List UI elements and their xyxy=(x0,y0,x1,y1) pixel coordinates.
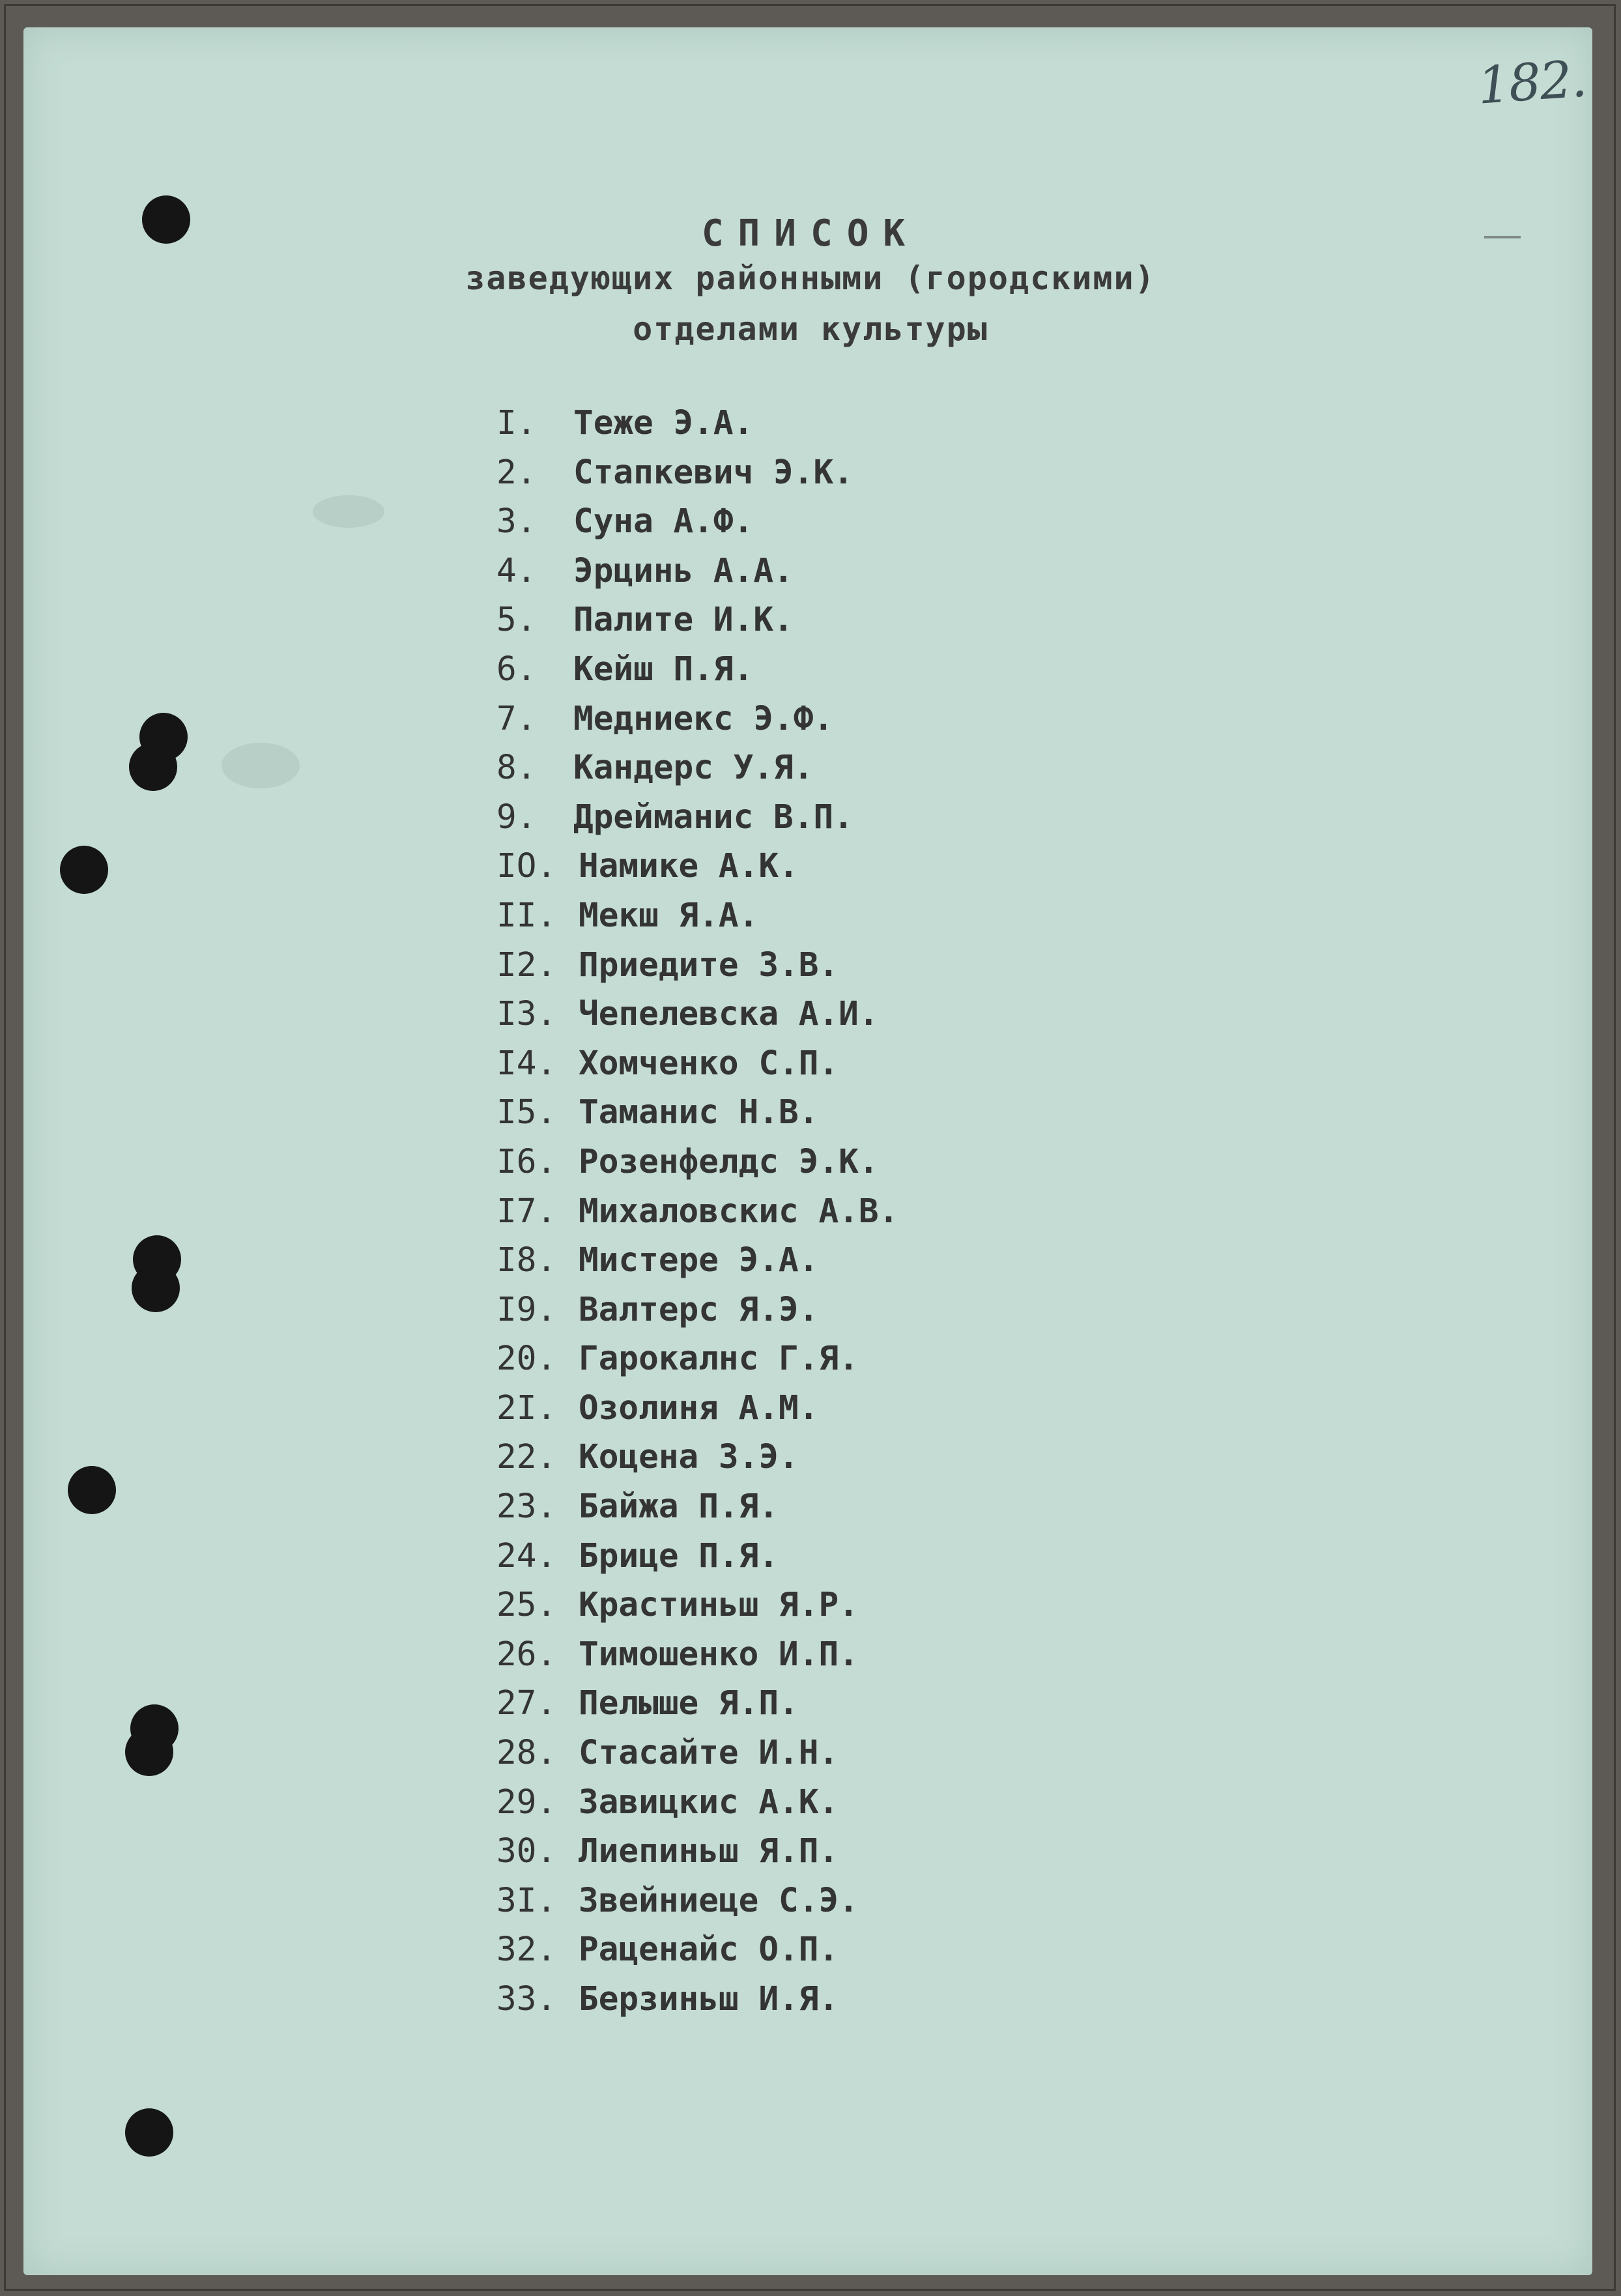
list-item xyxy=(496,1532,898,1581)
list-item xyxy=(496,596,898,645)
entry-name: Раценайс О.П. xyxy=(579,1930,839,1970)
entry-name: Завицкис А.К. xyxy=(579,1783,839,1822)
entry-name: Мистере Э.А. xyxy=(579,1241,819,1280)
entry-number: 4. xyxy=(496,551,537,590)
entry-number: 23. xyxy=(496,1487,557,1527)
entry-number: 22. xyxy=(496,1438,557,1477)
entry-number: 28. xyxy=(496,1734,557,1773)
list-item xyxy=(496,645,898,695)
page-number: 182. xyxy=(1476,50,1588,116)
entry-name: Суна А.Ф. xyxy=(573,502,754,541)
list-item xyxy=(496,1482,898,1532)
entry-number: 32. xyxy=(496,1930,557,1970)
entry-number: 5. xyxy=(496,601,537,640)
list-item xyxy=(496,399,898,448)
entry-name: Чепелевска А.И. xyxy=(579,995,879,1034)
entry-number: 9. xyxy=(496,797,537,837)
entry-name: Эрцинь А.А. xyxy=(573,551,794,590)
entry-number: II. xyxy=(496,896,557,935)
list-item xyxy=(496,1138,898,1187)
entry-number: 26. xyxy=(496,1635,557,1674)
entry-number: 29. xyxy=(496,1783,557,1822)
list-item xyxy=(496,1778,898,1828)
entry-number: 20. xyxy=(496,1340,557,1379)
entry-name: Кандерс У.Я. xyxy=(573,749,814,788)
document-subtitle-line-2: отделами культуры xyxy=(633,310,988,348)
entry-name: Крастиньш Я.Р. xyxy=(579,1586,859,1625)
entry-name: Михаловскис А.В. xyxy=(579,1192,899,1231)
list-item xyxy=(496,1925,898,1975)
entry-name: Приедите З.В. xyxy=(579,945,839,984)
punch-hole xyxy=(132,1264,180,1312)
entry-name: Хомченко С.П. xyxy=(579,1044,839,1083)
entry-number: 3. xyxy=(496,502,537,541)
entry-name: Брице П.Я. xyxy=(579,1536,779,1575)
entry-number: I4. xyxy=(496,1044,557,1083)
entry-name: Байжа П.Я. xyxy=(579,1487,779,1527)
list-item xyxy=(496,743,898,793)
list-item xyxy=(496,1679,898,1729)
entry-number: 6. xyxy=(496,650,537,689)
entry-name: Таманис Н.В. xyxy=(579,1093,819,1132)
entry-name: Стасайте И.Н. xyxy=(579,1734,839,1773)
list-item xyxy=(496,1827,898,1876)
entry-name: Коцена З.Э. xyxy=(579,1438,799,1477)
punch-hole xyxy=(125,2108,173,2157)
entry-name: Звейниеце С.Э. xyxy=(579,1881,859,1920)
entry-number: 2. xyxy=(496,453,537,492)
list-item xyxy=(496,448,898,498)
entry-name: Намике А.К. xyxy=(579,847,799,886)
entry-number: 7. xyxy=(496,699,537,738)
entry-number: I7. xyxy=(496,1192,557,1231)
entry-number: I3. xyxy=(496,995,557,1034)
paper-stain xyxy=(222,743,300,788)
entry-name: Розенфелдс Э.К. xyxy=(579,1142,879,1181)
paper-stain xyxy=(313,495,384,528)
document-title: СПИСОК xyxy=(701,212,920,255)
entry-number: 27. xyxy=(496,1684,557,1723)
entry-number: 8. xyxy=(496,749,537,788)
entry-name: Пелыше Я.П. xyxy=(579,1684,799,1723)
list-item xyxy=(496,1236,898,1285)
names-list xyxy=(496,399,898,2024)
document-subtitle-line-1: заведующих районными (городскими) xyxy=(465,259,1156,297)
entry-name: Лиепиньш Я.П. xyxy=(579,1832,839,1871)
entry-name: Кейш П.Я. xyxy=(573,650,754,689)
punch-hole xyxy=(129,743,177,791)
list-item xyxy=(496,1285,898,1335)
entry-name: Теже Э.А. xyxy=(573,404,754,442)
list-item xyxy=(496,990,898,1039)
entry-name: Озолиня А.М. xyxy=(579,1388,819,1428)
entry-number: 24. xyxy=(496,1536,557,1575)
list-item xyxy=(496,1630,898,1680)
entry-number: I8. xyxy=(496,1241,557,1280)
list-item xyxy=(496,1729,898,1778)
entry-number: I6. xyxy=(496,1142,557,1181)
entry-name: Тимошенко И.П. xyxy=(579,1635,859,1674)
list-item xyxy=(496,547,898,596)
punch-hole xyxy=(125,1728,173,1776)
list-item xyxy=(496,891,898,941)
entry-number: I9. xyxy=(496,1290,557,1329)
entry-number: I2. xyxy=(496,945,557,984)
entry-name: Мекш Я.А. xyxy=(579,896,759,935)
entry-number: IO. xyxy=(496,847,557,886)
entry-number: I. xyxy=(496,404,537,442)
list-item xyxy=(496,1975,898,2024)
entry-number: I5. xyxy=(496,1093,557,1132)
entry-number: 3I. xyxy=(496,1881,557,1920)
entry-name: Стапкевич Э.К. xyxy=(573,453,854,492)
entry-number: 30. xyxy=(496,1832,557,1871)
list-item xyxy=(496,941,898,990)
list-item xyxy=(496,1581,898,1630)
punch-hole xyxy=(68,1466,116,1514)
entry-name: Валтерс Я.Э. xyxy=(579,1290,819,1329)
entry-name: Палите И.К. xyxy=(573,601,794,640)
entry-number: 2I. xyxy=(496,1388,557,1428)
list-item xyxy=(496,695,898,744)
entry-number: 33. xyxy=(496,1980,557,2018)
list-item xyxy=(496,1876,898,1926)
list-item xyxy=(496,1334,898,1384)
list-item xyxy=(496,793,898,842)
list-item xyxy=(496,1088,898,1138)
list-item xyxy=(496,1039,898,1089)
punch-hole xyxy=(60,846,108,894)
entry-name: Медниекс Э.Ф. xyxy=(573,699,834,738)
entry-name: Дрейманис В.П. xyxy=(573,797,854,837)
entry-number: 25. xyxy=(496,1586,557,1625)
list-item xyxy=(496,1384,898,1433)
list-item xyxy=(496,842,898,891)
entry-name: Гарокалнс Г.Я. xyxy=(579,1340,859,1379)
list-item xyxy=(496,497,898,547)
list-item xyxy=(496,1187,898,1237)
list-item xyxy=(496,1433,898,1482)
entry-name: Берзиньш И.Я. xyxy=(579,1980,839,2018)
